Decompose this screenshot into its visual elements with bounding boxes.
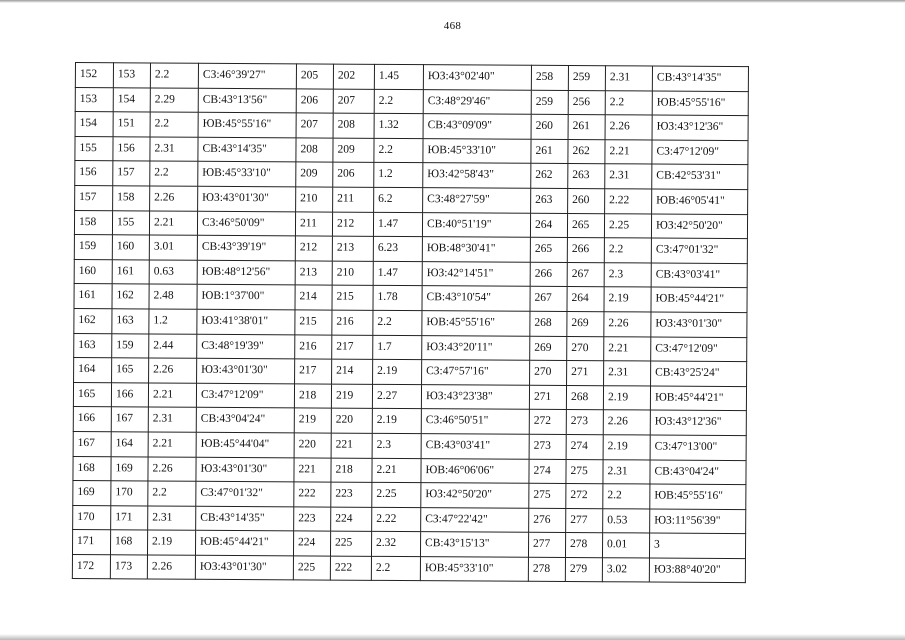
- distance-cell: 2.2: [150, 112, 198, 137]
- from-point-cell: 156: [75, 161, 113, 186]
- to-point-cell: 207: [333, 89, 374, 114]
- to-point-cell: 275: [566, 459, 603, 484]
- to-point-cell: 160: [112, 235, 149, 260]
- from-point-cell: 217: [295, 359, 332, 384]
- distance-cell: 2.22: [605, 189, 652, 214]
- from-point-cell: 278: [528, 557, 565, 582]
- distance-cell: 2.2: [603, 484, 650, 509]
- from-point-cell: 167: [73, 431, 111, 456]
- from-point-cell: 172: [72, 554, 110, 579]
- from-point-cell: 262: [531, 164, 568, 189]
- distance-cell: 2.48: [149, 284, 197, 309]
- distance-cell: 2.19: [147, 530, 195, 555]
- from-point-cell: 215: [295, 310, 332, 335]
- from-point-cell: 210: [296, 187, 333, 212]
- to-point-cell: 274: [566, 434, 603, 459]
- bearing-cell: СВ:43°14'35": [198, 137, 296, 162]
- bearing-cell: ЮЗ:42°14'51": [422, 261, 530, 286]
- bearing-cell: ЮЗ:43°01'30": [195, 555, 293, 580]
- bearing-cell: ЮЗ:43°23'38": [421, 384, 529, 409]
- to-point-cell: 209: [333, 138, 374, 163]
- bearing-cell: ЮВ:45°44'04": [196, 432, 294, 457]
- coordinates-table: [72, 62, 749, 584]
- bearing-cell: ЮВ:45°33'10": [198, 162, 296, 187]
- from-point-cell: 171: [72, 530, 110, 555]
- distance-cell: 1.2: [149, 309, 197, 334]
- distance-cell: 2.2: [371, 556, 420, 581]
- bearing-cell: ЮЗ:41°38'01": [197, 309, 295, 334]
- distance-cell: 2.19: [603, 435, 650, 460]
- to-point-cell: 266: [567, 238, 604, 263]
- distance-cell: 2.31: [604, 361, 651, 386]
- distance-cell: 2.29: [150, 88, 198, 113]
- from-point-cell: 170: [73, 505, 111, 530]
- to-point-cell: 219: [331, 384, 372, 409]
- from-point-cell: 266: [530, 262, 567, 287]
- to-point-cell: 213: [332, 236, 373, 261]
- from-point-cell: 160: [74, 259, 112, 284]
- from-point-cell: 157: [75, 185, 113, 210]
- distance-cell: 2.26: [605, 115, 652, 140]
- to-point-cell: 270: [567, 336, 604, 361]
- to-point-cell: 166: [111, 382, 148, 407]
- from-point-cell: 218: [294, 384, 331, 409]
- bearing-cell: ЮЗ:43°01'30": [196, 457, 294, 482]
- to-point-cell: 151: [113, 112, 150, 137]
- bearing-cell: ЮЗ:88°40'20": [649, 558, 745, 583]
- distance-cell: 2.32: [371, 532, 420, 557]
- distance-cell: 2.3: [604, 262, 651, 287]
- from-point-cell: 159: [74, 235, 112, 260]
- distance-cell: 1.78: [373, 286, 422, 311]
- from-point-cell: 220: [294, 433, 331, 458]
- from-point-cell: 205: [296, 64, 333, 89]
- from-point-cell: 166: [73, 407, 111, 432]
- to-point-cell: 159: [112, 333, 149, 358]
- to-point-cell: 167: [111, 407, 148, 432]
- from-point-cell: 152: [75, 63, 113, 88]
- bearing-cell: ЮВ:48°12'56": [197, 260, 295, 285]
- to-point-cell: 264: [567, 287, 604, 312]
- to-point-cell: 273: [566, 410, 603, 435]
- distance-cell: 2.31: [150, 137, 198, 162]
- bearing-cell: СЗ:48°27'59": [423, 188, 531, 213]
- from-point-cell: 208: [296, 138, 333, 163]
- to-point-cell: 260: [568, 188, 605, 213]
- distance-cell: 2.19: [603, 385, 650, 410]
- distance-cell: 2.31: [605, 164, 652, 189]
- distance-cell: 2.25: [372, 482, 421, 507]
- distance-cell: 0.53: [603, 508, 650, 533]
- from-point-cell: 261: [531, 139, 568, 164]
- to-point-cell: 211: [333, 187, 374, 212]
- to-point-cell: 162: [112, 284, 149, 309]
- bearing-cell: СВ:43°14'35": [196, 506, 294, 531]
- from-point-cell: 153: [75, 87, 113, 112]
- scan-edge-bottom: [0, 634, 905, 640]
- to-point-cell: 171: [111, 505, 148, 530]
- bearing-cell: ЮЗ:43°01'30": [651, 312, 747, 337]
- bearing-cell: СВ:43°25'24": [651, 361, 747, 386]
- bearing-cell: ЮВ:45°44'21": [651, 287, 747, 312]
- to-point-cell: 218: [331, 458, 372, 483]
- bearing-cell: ЮВ:45°33'10": [420, 556, 528, 581]
- to-point-cell: 223: [331, 482, 372, 507]
- to-point-cell: 173: [110, 555, 147, 580]
- distance-cell: 0.63: [149, 260, 197, 285]
- from-point-cell: 214: [295, 285, 332, 310]
- to-point-cell: 212: [332, 212, 373, 237]
- to-point-cell: 158: [113, 186, 150, 211]
- distance-cell: 2.31: [148, 506, 196, 531]
- distance-cell: 1.47: [373, 261, 422, 286]
- bearing-cell: СВ:43°03'41": [651, 263, 747, 288]
- from-point-cell: 212: [295, 236, 332, 261]
- bearing-cell: ЮЗ:42°58'43": [423, 163, 531, 188]
- bearing-cell: ЮВ:45°55'16": [652, 91, 748, 116]
- distance-cell: 2.2: [148, 481, 196, 506]
- bearing-cell: ЮВ:45°55'16": [650, 484, 746, 509]
- from-point-cell: 277: [528, 533, 565, 558]
- distance-cell: 2.19: [373, 359, 422, 384]
- bearing-cell: СЗ:47°12'09": [652, 140, 748, 165]
- bearing-cell: СЗ:47°13'00": [650, 435, 746, 460]
- bearing-cell: СЗ:46°39'27": [198, 63, 296, 88]
- from-point-cell: 164: [74, 358, 112, 383]
- to-point-cell: 165: [112, 358, 149, 383]
- from-point-cell: 213: [295, 261, 332, 286]
- bearing-cell: СВ:42°53'31": [652, 164, 748, 189]
- bearing-cell: ЮЗ:42°50'20": [651, 214, 747, 239]
- to-point-cell: 267: [567, 262, 604, 287]
- bearing-cell: ЮВ:45°44'21": [650, 386, 746, 411]
- from-point-cell: 216: [295, 334, 332, 359]
- to-point-cell: 259: [568, 66, 605, 91]
- from-point-cell: 224: [293, 531, 330, 556]
- distance-cell: 3.01: [149, 235, 197, 260]
- from-point-cell: 276: [529, 508, 566, 533]
- from-point-cell: 264: [530, 213, 567, 238]
- from-point-cell: 263: [531, 188, 568, 213]
- bearing-cell: СВ:43°13'56": [198, 88, 296, 113]
- from-point-cell: 259: [531, 90, 568, 115]
- bearing-cell: ЮВ:45°55'16": [198, 112, 296, 137]
- from-point-cell: 260: [531, 114, 568, 139]
- distance-cell: 2.25: [604, 213, 651, 238]
- bearing-cell: ЮЗ:43°12'36": [650, 410, 746, 435]
- from-point-cell: 168: [73, 456, 111, 481]
- from-point-cell: 265: [530, 237, 567, 262]
- to-point-cell: 153: [113, 63, 150, 88]
- bearing-cell: СВ:40°51'19": [422, 212, 530, 237]
- from-point-cell: 221: [294, 457, 331, 482]
- bearing-cell: ЮЗ:42°50'20": [421, 483, 529, 508]
- bearing-cell: СЗ:46°50'09": [197, 211, 295, 236]
- from-point-cell: 211: [295, 211, 332, 236]
- page-number: 468: [443, 20, 462, 32]
- bearing-cell: ЮЗ:43°02'40": [423, 65, 531, 90]
- distance-cell: 1.45: [374, 64, 423, 89]
- distance-cell: 2.21: [148, 432, 196, 457]
- from-point-cell: 169: [73, 481, 111, 506]
- distance-cell: 2.31: [605, 66, 652, 91]
- distance-cell: 2.19: [604, 287, 651, 312]
- distance-cell: 2.44: [149, 333, 197, 358]
- table-body: [72, 63, 748, 584]
- from-point-cell: 222: [294, 482, 331, 507]
- distance-cell: 1.2: [374, 163, 423, 188]
- from-point-cell: 154: [75, 112, 113, 137]
- to-point-cell: 220: [331, 408, 372, 433]
- distance-cell: 6.23: [373, 236, 422, 261]
- distance-cell: 6.2: [374, 187, 423, 212]
- from-point-cell: 207: [296, 113, 333, 138]
- to-point-cell: 169: [111, 456, 148, 481]
- from-point-cell: 272: [529, 410, 566, 435]
- scan-edge-top: [0, 0, 905, 3]
- bearing-cell: ЮВ:46°05'41": [652, 189, 748, 214]
- bearing-cell: ЮЗ:43°01'30": [198, 186, 296, 211]
- to-point-cell: 157: [113, 161, 150, 186]
- from-point-cell: 258: [531, 65, 568, 90]
- bearing-cell: СВ:43°04'24": [650, 460, 746, 485]
- distance-cell: 2.26: [603, 410, 650, 435]
- to-point-cell: 265: [567, 213, 604, 238]
- distance-cell: 0.01: [602, 533, 649, 558]
- to-point-cell: 271: [567, 361, 604, 386]
- distance-cell: 2.21: [148, 383, 196, 408]
- to-point-cell: 214: [332, 359, 373, 384]
- distance-cell: 2.2: [374, 89, 423, 114]
- distance-cell: 2.2: [150, 161, 198, 186]
- distance-cell: 2.31: [148, 407, 196, 432]
- distance-cell: 2.2: [604, 238, 651, 263]
- bearing-cell: ЮВ:46°06'06": [421, 458, 529, 483]
- bearing-cell: СВ:43°04'24": [196, 408, 294, 433]
- bearing-cell: СЗ:47°01'32": [196, 481, 294, 506]
- from-point-cell: 162: [74, 308, 112, 333]
- distance-cell: 2.2: [373, 310, 422, 335]
- distance-cell: 1.47: [373, 212, 422, 237]
- distance-cell: 2.26: [604, 312, 651, 337]
- distance-cell: 2.22: [372, 507, 421, 532]
- bearing-cell: СВ:43°03'41": [421, 434, 529, 459]
- to-point-cell: 156: [113, 137, 150, 162]
- distance-cell: 2.26: [147, 555, 195, 580]
- distance-cell: 2.21: [604, 336, 651, 361]
- to-point-cell: 164: [111, 432, 148, 457]
- from-point-cell: 163: [74, 333, 112, 358]
- to-point-cell: 210: [332, 261, 373, 286]
- to-point-cell: 222: [330, 556, 371, 581]
- distance-cell: 2.19: [372, 409, 421, 434]
- to-point-cell: 268: [566, 385, 603, 410]
- bearing-cell: СЗ:47°12'09": [196, 383, 294, 408]
- bearing-cell: СВ:43°39'19": [197, 235, 295, 260]
- from-point-cell: 274: [529, 459, 566, 484]
- to-point-cell: 217: [332, 335, 373, 360]
- bearing-cell: ЮЗ:11°56'39": [650, 509, 746, 534]
- from-point-cell: 225: [293, 556, 330, 581]
- to-point-cell: 168: [110, 530, 147, 555]
- distance-cell: 1.32: [374, 114, 423, 139]
- distance-cell: 2.21: [149, 211, 197, 236]
- from-point-cell: 219: [294, 408, 331, 433]
- distance-cell: 2.21: [605, 140, 652, 165]
- to-point-cell: 278: [565, 533, 602, 558]
- from-point-cell: 268: [530, 311, 567, 336]
- to-point-cell: 279: [565, 557, 602, 582]
- from-point-cell: 269: [530, 336, 567, 361]
- bearing-cell: СВ:43°14'35": [652, 66, 748, 91]
- bearing-cell: СЗ:46°50'51": [421, 409, 529, 434]
- table-row: [72, 554, 745, 583]
- to-point-cell: 170: [111, 481, 148, 506]
- to-point-cell: 269: [567, 311, 604, 336]
- distance-cell: 2.27: [372, 384, 421, 409]
- to-point-cell: 208: [333, 113, 374, 138]
- bearing-cell: ЮВ:45°44'21": [195, 531, 293, 556]
- to-point-cell: 161: [112, 259, 149, 284]
- bearing-cell: ЮВ:48°30'41": [422, 237, 530, 262]
- from-point-cell: 267: [530, 287, 567, 312]
- to-point-cell: 272: [566, 484, 603, 509]
- bearing-cell: СЗ:47°01'32": [651, 238, 747, 263]
- to-point-cell: 163: [112, 309, 149, 334]
- to-point-cell: 206: [333, 162, 374, 187]
- distance-cell: 2.26: [148, 456, 196, 481]
- bearing-cell: СЗ:47°57'16": [422, 360, 530, 385]
- to-point-cell: 155: [112, 210, 149, 235]
- distance-cell: 2.26: [149, 358, 197, 383]
- bearing-cell: СЗ:47°12'09": [651, 337, 747, 362]
- bearing-cell: СВ:43°09'09": [423, 114, 531, 139]
- from-point-cell: 275: [529, 483, 566, 508]
- from-point-cell: 271: [529, 385, 566, 410]
- distance-cell: 1.7: [373, 335, 422, 360]
- from-point-cell: 270: [530, 360, 567, 385]
- bearing-cell: СВ:43°15'13": [420, 532, 528, 557]
- from-point-cell: 209: [296, 162, 333, 187]
- to-point-cell: 215: [332, 285, 373, 310]
- bearing-cell: ЮЗ:43°20'11": [422, 335, 530, 360]
- distance-cell: 2.31: [603, 459, 650, 484]
- distance-cell: 2.3: [372, 433, 421, 458]
- from-point-cell: 223: [294, 507, 331, 532]
- to-point-cell: 224: [331, 507, 372, 532]
- from-point-cell: 155: [75, 136, 113, 161]
- distance-cell: 2.2: [605, 90, 652, 115]
- from-point-cell: 161: [74, 284, 112, 309]
- distance-cell: 2.2: [150, 63, 198, 88]
- bearing-cell: ЮЗ:43°12'36": [652, 115, 748, 140]
- bearing-cell: СЗ:48°19'39": [197, 334, 295, 359]
- to-point-cell: 263: [568, 164, 605, 189]
- from-point-cell: 273: [529, 434, 566, 459]
- to-point-cell: 221: [331, 433, 372, 458]
- bearing-cell: ЮВ:45°55'16": [422, 311, 530, 336]
- to-point-cell: 277: [566, 508, 603, 533]
- from-point-cell: 206: [296, 88, 333, 113]
- to-point-cell: 256: [568, 90, 605, 115]
- bearing-cell: ЮВ:45°33'10": [423, 138, 531, 163]
- distance-cell: 3.02: [602, 558, 649, 583]
- to-point-cell: 154: [113, 87, 150, 112]
- from-point-cell: 158: [74, 210, 112, 235]
- distance-cell: 2.26: [150, 186, 198, 211]
- bearing-cell: СЗ:48°29'46": [423, 89, 531, 114]
- bearing-cell: ЮЗ:43°01'30": [197, 358, 295, 383]
- to-point-cell: 262: [568, 139, 605, 164]
- bearing-cell: СВ:43°10'54": [422, 286, 530, 311]
- to-point-cell: 225: [330, 531, 371, 556]
- to-point-cell: 216: [332, 310, 373, 335]
- bearing-cell: СЗ:47°22'42": [421, 507, 529, 532]
- to-point-cell: 261: [568, 115, 605, 140]
- bearing-cell: 3: [649, 533, 745, 558]
- distance-cell: 2.2: [374, 138, 423, 163]
- from-point-cell: 165: [73, 382, 111, 407]
- to-point-cell: 202: [333, 64, 374, 89]
- bearing-cell: ЮВ:1°37'00": [197, 285, 295, 310]
- distance-cell: 2.21: [372, 458, 421, 483]
